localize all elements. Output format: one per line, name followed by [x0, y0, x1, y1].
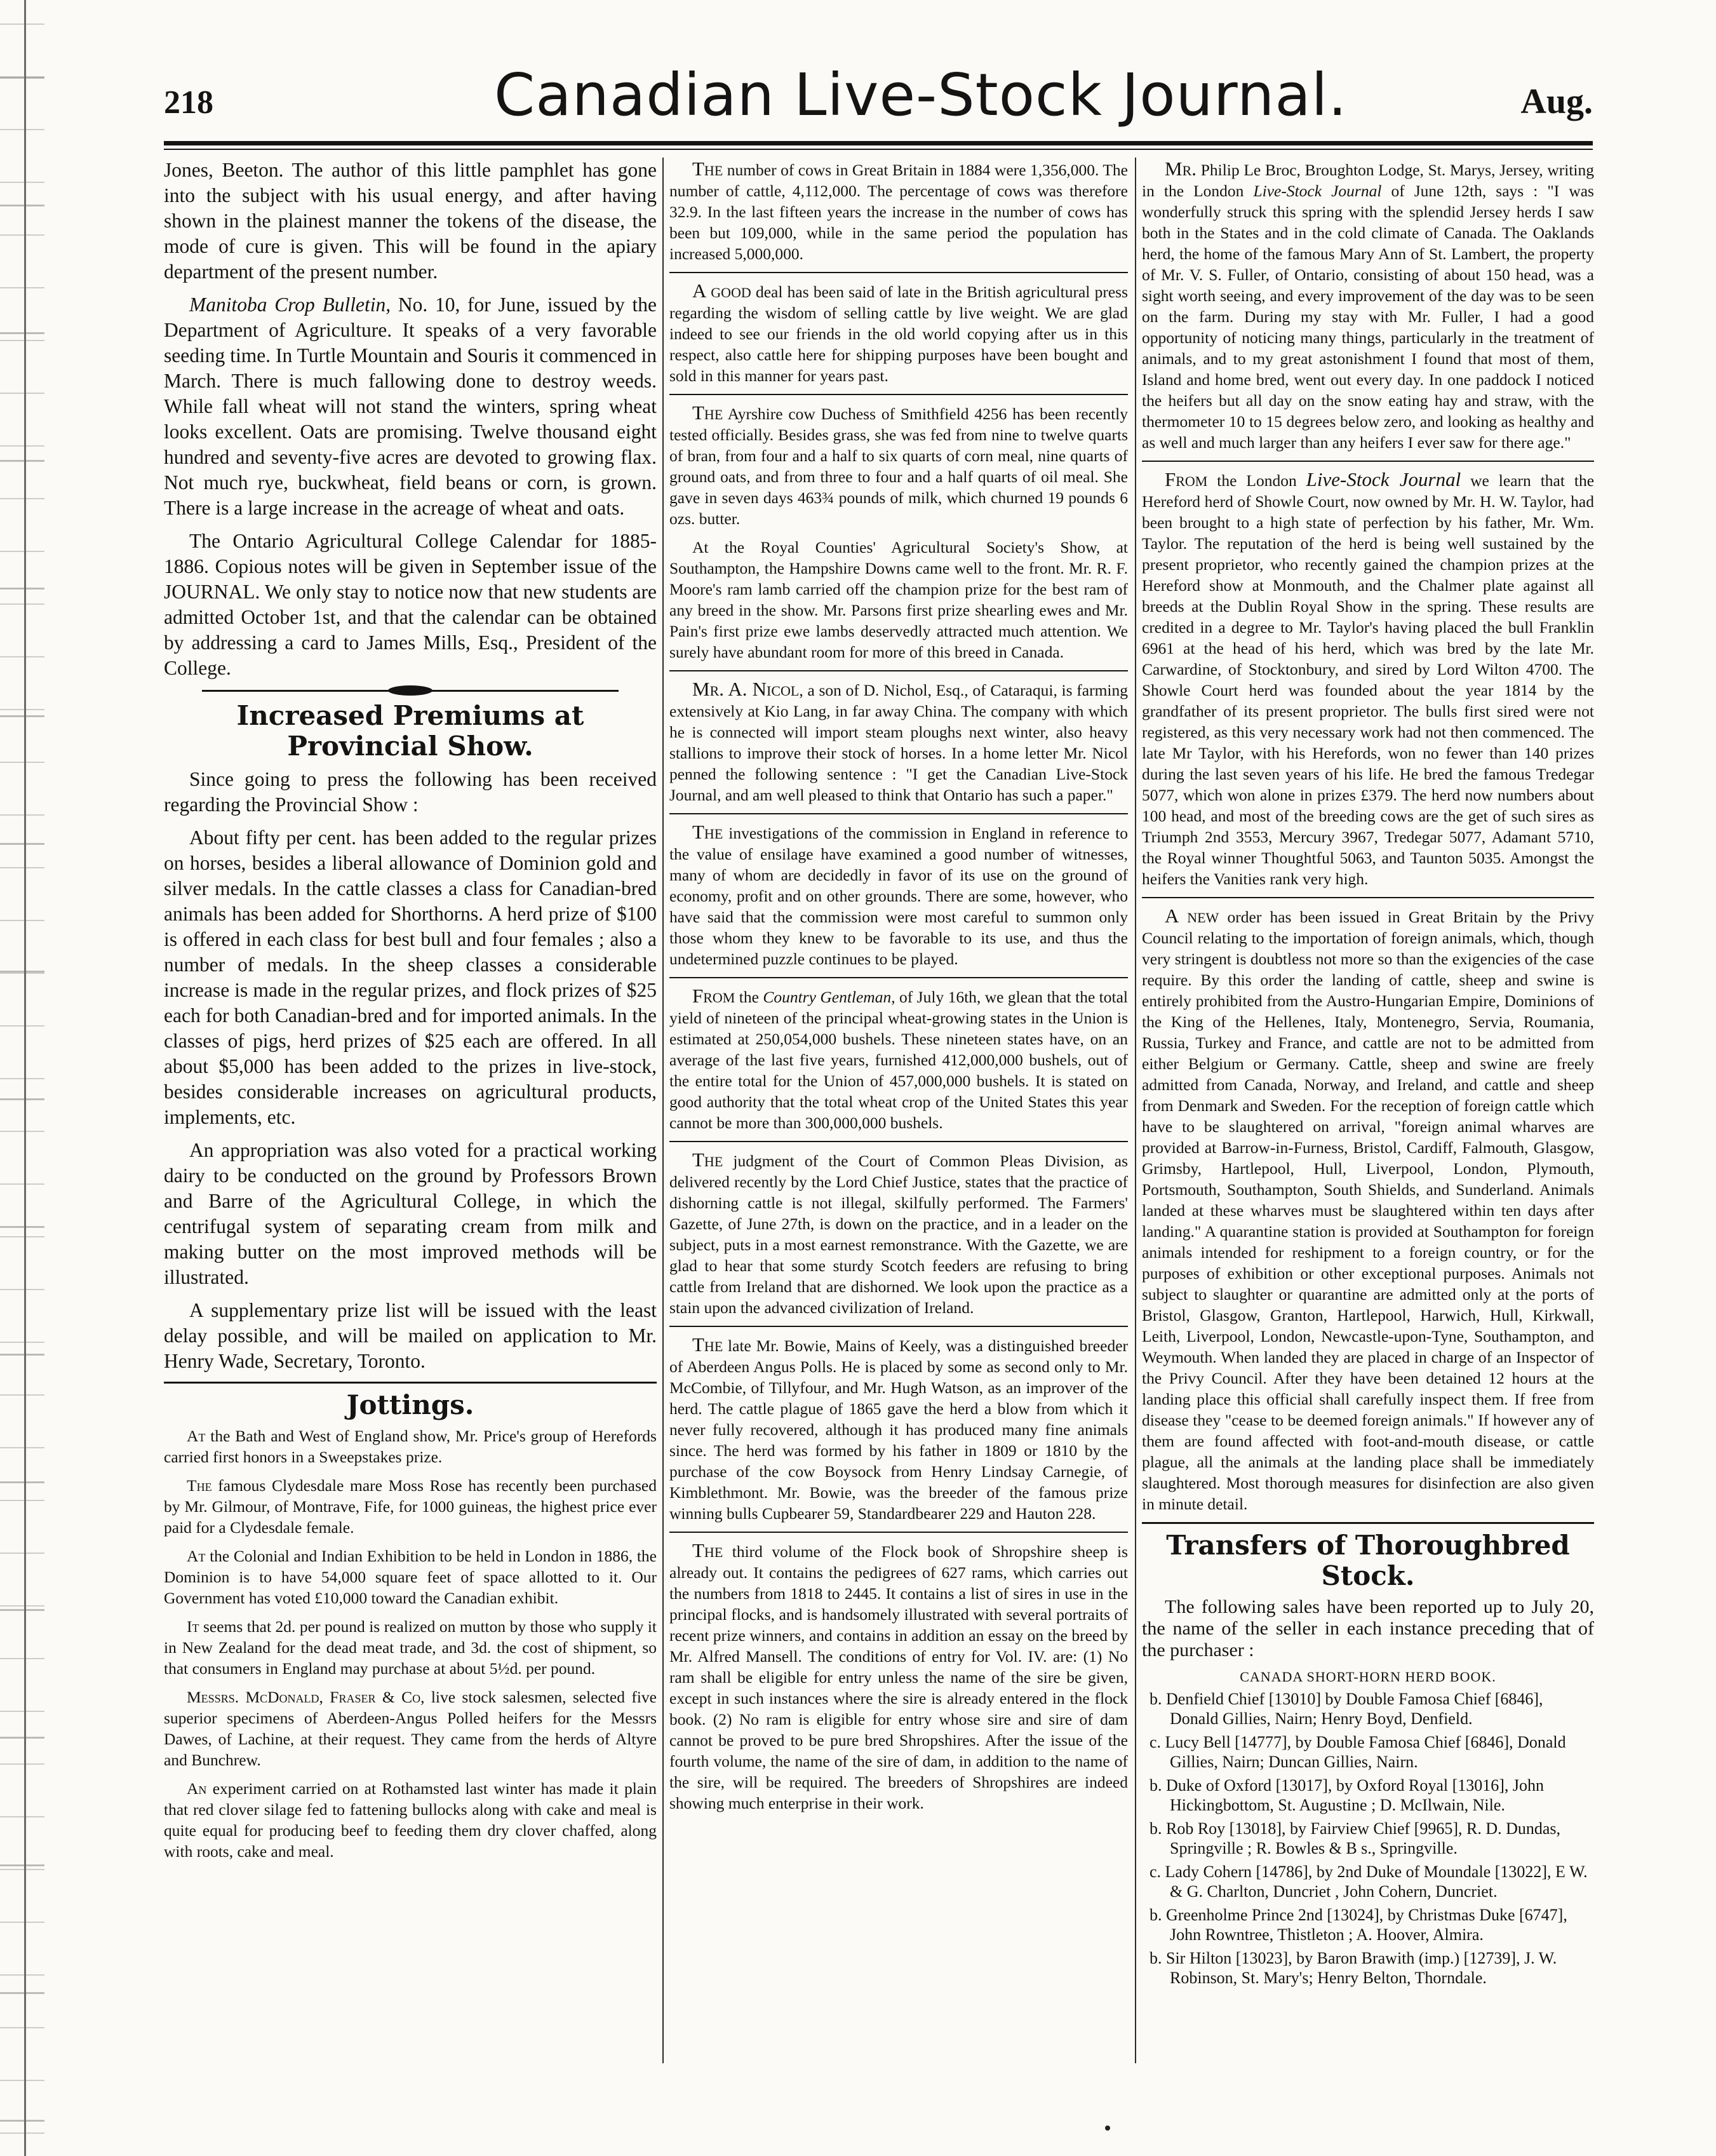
item-separator: [669, 813, 1128, 814]
page-number: 218: [164, 84, 213, 121]
scan-margin-speckle: [0, 0, 44, 2156]
news-item: [669, 1333, 1128, 1524]
paragraph-text: the Colonial and Indian Exhibition to be held in London in 1886, the Dominion is to have 54,000 square feet of space allotted to it. Our Government has voted £10,000 toward the Canadian exhibit.: [164, 1547, 657, 1607]
jotting-item: [164, 1475, 657, 1538]
transfer-entry: b. Denfield Chief [13010] by Double Famosa Chief [6846], Donald Gillies, Nairn; Henry Boyd, Denfield.: [1150, 1690, 1543, 1728]
news-item: [669, 401, 1128, 529]
lead-word: From: [1165, 468, 1208, 490]
paragraph-text: investigations of the commission in England in reference to the value of ensilage have examined a good number of witnesses, many of whom are decidedly in favor of its use on the ground of economy, profit and on other grounds. There are some, however, who have said that the commission were most careful to summon only those whom they knew to be favorable to its use, and thus the undetermined puzzle continues to be played.: [669, 824, 1128, 968]
page-header: [164, 61, 1593, 131]
section-heading-jottings: Jottings.: [346, 1389, 474, 1420]
header-rule-thin: [164, 149, 1593, 150]
jotting-item: [164, 1425, 657, 1467]
lead-word: Mr.: [1165, 158, 1197, 180]
section-separator: [202, 690, 619, 692]
publication-title: Live-Stock Journal: [1253, 182, 1382, 200]
item-separator: [669, 670, 1128, 671]
scan-margin-line: [24, 0, 26, 2156]
article-paragraph: Jones, Beeton. The author of this little pamphlet has gone into the subject with his usual energy, and after having shown in the plainest manner the tokens of the disease, the mode of cure is given. This will be found in the apiary department of the present number.: [164, 159, 657, 283]
news-item: [669, 158, 1128, 264]
lead-word: A new: [1165, 905, 1219, 927]
item-separator: [669, 1141, 1128, 1142]
column-2: [669, 158, 1128, 2095]
publication-title: Manitoba Crop Bulletin,: [189, 293, 391, 316]
paragraph-text: of June 12th, says : "I was wonderfully struck this spring with the splendid Jersey herds I saw both in the States and in the cold climate of Canada. The Oaklands herd, the home of the famous Mary Ann of St. Lambert, the property of Mr. V. S. Fuller, of Ontario, consisting of about 150 head, was a sight worth seeing, and every improvement of the day was to be seen on the farm. During my stay with Mr. Fuller, I had a good opportunity of noticing many things, particularly in the treatment of animals, and to my great astonishment I found that most of them, Island and home bred, went out every day. In one paddock I noticed the heifers but all day on the snow eating hay and straw, with the thermometer 10 to 15 degrees below zero, and looking as healthy and as well and much larger than any heifers I ever saw for there age.": [1142, 182, 1594, 452]
paragraph-text: , a son of D. Nichol, Esq., of Cataraqui, is farming extensively at Kio Lang, in far away China. The company with which he is connected will import steam ploughs next winter, also heavy stallions to improve their stock of horses. In a home letter Mr. Nicol penned the following sentence : "I get the Canadian Live-Stock Journal, and am well pleased to think that Ontario has such a paper.": [669, 681, 1128, 804]
column-3: [1142, 158, 1594, 2095]
lead-word: The: [692, 1333, 723, 1356]
jotting-item: [164, 1546, 657, 1608]
herd-book-subheading: CANADA SHORT-HORN HERD BOOK.: [1240, 1669, 1496, 1685]
paragraph-text: Philip Le Broc, Broughton Lodge, St. Marys, Jersey, writing in the London: [1142, 161, 1594, 200]
article-paragraph: [164, 292, 657, 521]
lead-word: At: [187, 1427, 206, 1445]
article-paragraph: An appropriation was also voted for a practical working dairy to be conducted on the ground by Professors Brown and Barre of the Agricultural College, in which the centrifugal system of separating cream from milk and making butter on the most improved methods will be illustrated.: [164, 1139, 657, 1288]
news-item: [1142, 468, 1594, 889]
lead-word: The: [187, 1476, 212, 1495]
transfer-entry: b. Duke of Oxford [13017], by Oxford Royal [13016], John Hickingbottom, St. Augustine ; D. McIlwain, Nile.: [1150, 1776, 1545, 1814]
item-separator: [669, 394, 1128, 395]
ink-spot: [1105, 2126, 1110, 2131]
section-separator: [1142, 1522, 1594, 1524]
news-item: [669, 821, 1128, 969]
news-item: At the Royal Counties' Agricultural Society's Show, at Southampton, the Hampshire Downs came well to the front. Mr. R. F. Moore's ram lamb carried off the champion prize for the best ram of any breed in the show. Mr. Parsons first prize shearling ewes and Mr. Pain's first prize ewe lambs deservedly attracted much attention. We surely have abundant room for more of this breed in Canada.: [669, 538, 1128, 661]
jotting-item: [164, 1687, 657, 1770]
jotting-item: [164, 1778, 657, 1862]
news-item: [669, 985, 1128, 1133]
lead-word: The: [692, 158, 723, 180]
paragraph-text: deal has been said of late in the British agricultural press regarding the wisdom of selling cattle by live weight. We are glad indeed to see our friends in the old world copying after us in this respect, also cattle here for shipping purposes have been bought and sold in this manner for years past.: [669, 283, 1128, 385]
item-separator: [1142, 461, 1594, 462]
lead-word: The: [692, 1149, 723, 1171]
lead-word: The: [692, 1539, 723, 1561]
paragraph-text: experiment carried on at Rothamsted last winter has made it plain that red clover silage fed to fattening bullocks along with cake and meal is quite equal for producing beef to feeding them dry clover chaffed, along with roots, cake and meal.: [164, 1779, 657, 1861]
journal-title: Canadian Live-Stock Journal.: [494, 61, 1348, 129]
article-paragraph: About fifty per cent. has been added to the regular prizes on horses, besides a liberal allowance of Dominion gold and silver medals. In the cattle classes a class for Canadian-bred animals has been added for Shorthorns. A herd prize of $100 is offered in each class for best bull and four females ; also a number of medals. In the sheep classes a considerable increase is made in the regular prizes, and flock prizes of $25 each for both Canadian-bred and for imported animals. In the classes of pigs, herd prizes of $25 each are offered. In all about $5,000 has been added to the prizes in live-stock, besides considerable increases on agricultural products, implements, etc.: [164, 826, 657, 1128]
column-1: [164, 158, 657, 2076]
paragraph-text: , live stock salesmen, selected five superior specimens of Aberdeen-Angus Polled heifers for the Messrs Dawes, of Lachine, at their request. They came from the herds of Altyre and Bunchrew.: [164, 1688, 657, 1769]
publication-title: Live-Stock Journal: [1306, 468, 1461, 490]
paragraph-text: late Mr. Bowie, Mains of Keely, was a distinguished breeder of Aberdeen Angus Polls. He is placed by some as second only to Mr. McCombie, of Tillyfour, and Mr. Hugh Watson, as an improver of the herd. The cattle plague of 1865 gave the herd a blow from which it never fully recovered, although it has produced many fine animals since. The herd was formed by his father in 1809 or 1810 by the purchase of the cow Boysock from Henry Lindsay Carnegie, of Kimblethmont. Mr. Bowie, was the breeder of the famous prize winning bulls Cupbearer 59, Standardbearer 229 and Hauton 228.: [669, 1337, 1128, 1523]
paragraph-text: judgment of the Court of Common Pleas Division, as delivered recently by the Lord Chief Justice, states that the practice of dishorning cattle is not illegal, skilfully performed. The Farmers' Gazette, of June 27th, is down on the practice, and in a leader on the subject, puts in a most earnest remonstrance. With the Gazette, we are glad to hear that some sturdy Scotch feeders are refusing to bring cattle from Ireland that are dishorned. We look upon the practice as a stain upon the advanced civilization of Ireland.: [669, 1152, 1128, 1317]
paragraph-text: order has been issued in Great Britain by the Privy Council relating to the importation of foreign animals, which, though very stringent is doubtless not more so than the exigencies of the case require. By this order the landing of cattle, sheep and swine is entirely prohibited from the Austro-Hungarian Empire, Dominions of the King of the Hellenes, Italy, Montenegro, Servia, Roumania, Russia, Turkey and France, and cattle are not to be admitted from either Belgium or Germany. Cattle, sheep and swine are freely admitted from Canada, Norway, and Ireland, and cattle and sheep from Denmark and Sweden. For the reception of foreign cattle which have to be slaughtered on arrival, "foreign animal wharves are provided at Barrow-in-Furness, Bristol, Cardiff, Falmouth, Glasgow, Grimsby, Hartlepool, Hull, Liverpool, London, Plymouth, Portsmouth, Southampton, South Shields, and Sunderland. Animals landed at these wharves must be slaughtered within ten days after landing." A quarantine station is provided at Southampton for foreign animals intended for reshipment to a foreign country, or for the purposes of exhibition or other exceptional purposes. Animals not subject to slaughter or quarantine are admitted only at the ports of Bristol, Glasgow, Granton, Hartlepool, Harwich, Hull, Kirkwall, Leith, Liverpool, London, Newcastle-upon-Tyne, Southampton, and Weymouth. When landed they are placed in charge of an Inspector of the Privy Council. After they have been detained 12 hours at the landing place this official shall carefully inspect them. If free from disease they "cease to be deemed foreign animals." If however any of them are found affected with foot-and-mouth disease, or cattle plague, all the animals at the landing place shall be immediately slaughtered. Most thorough measures for disinfection are also given in minute detail.: [1142, 908, 1594, 1513]
paragraph-text: of July 16th, we glean that the total yield of nineteen of the principal wheat-growing states in the Union is estimated at 250,054,000 bushels. These nineteen states have, on an average of the last five years, furnished 412,000,000 bushels, out of the entire total for the Union of 457,000,000 bushels. It is stated on good authority that the total wheat crop of the United States this year cannot be more than 300,000,000 bushels.: [669, 988, 1128, 1132]
news-item: [669, 1539, 1128, 1814]
lead-word: A good: [692, 280, 751, 302]
news-item: [1142, 158, 1594, 453]
column-divider-2: [1135, 158, 1136, 2063]
lead-word: It: [187, 1617, 199, 1636]
paragraph-text: Ayrshire cow Duchess of Smithfield 4256 has been recently tested officially. Besides grass, she was fed from nine to twelve quarts of bran, from four and a half to six quarts of corn meal, nine quarts of ground oats, and from three to four and a half quarts of oil meal. She gave in seven days 463¾ pounds of milk, which churned 19 pounds 6 ozs. butter.: [669, 405, 1128, 528]
paragraph-text: No. 10, for June, issued by the Department of Agriculture. It speaks of a very favorable seeding time. In Turtle Mountain and Souris it commenced in March. There is much fallowing done to destroy weeds. While fall wheat will not stand the winters, spring wheat looks excellent. Oats are promising. Twelve thousand eight hundred and seventy-five acres are devoted to growing flax. Not much rye, buckwheat, field beans or corn, is grown. There is a large increase in the acreage of wheat and oats.: [164, 293, 657, 519]
article-paragraph: A supplementary prize list will be issued with the least delay possible, and will be mailed on application to Mr. Henry Wade, Secretary, Toronto.: [164, 1299, 657, 1372]
paragraph-text: famous Clydesdale mare Moss Rose has recently been purchased by Mr. Gilmour, of Montrave, Fife, for 1000 guineas, the highest price ever paid for a Clydesdale female.: [164, 1476, 657, 1537]
article-paragraph: The Ontario Agricultural College Calendar for 1885-1886. Copious notes will be given in September issue of the JOURNAL. We only stay to notice now that new students are admitted October 1st, and that the calendar can be obtained by addressing a card to James Mills, Esq., President of the College.: [164, 530, 657, 679]
lead-word: At: [187, 1547, 206, 1565]
section-heading-transfers: Transfers of Thoroughbred Stock.: [1166, 1530, 1570, 1591]
issue-month: Aug.: [1520, 82, 1593, 121]
news-item: [669, 678, 1128, 805]
news-item: [1142, 905, 1594, 1514]
section-separator: [164, 1382, 657, 1384]
lead-word: Messrs. McDonald, Fraser & Co: [187, 1688, 421, 1706]
item-separator: [1142, 897, 1594, 898]
news-item: [669, 1149, 1128, 1318]
transfer-entry: c. Lucy Bell [14777], by Double Famosa Chief [6846], Donald Gillies, Nairn; Duncan Gillies, Nairn.: [1150, 1733, 1566, 1771]
transfer-entry: b. Sir Hilton [13023], by Baron Brawith (imp.) [12739], J. W. Robinson, St. Mary's; Henry Belton, Thorndale.: [1150, 1949, 1557, 1987]
transfers-list: [1142, 1689, 1594, 1988]
paragraph-text: we learn that the Hereford herd of Showle Court, now owned by Mr. H. W. Taylor, had been brought to a high state of perfection by his father, Mr. Wm. Taylor. The reputation of the herd is being well sustained by the present proprietor, who recently gained the champion prizes at the Hereford show at Monmouth, and the Chalmer plate against all breeds at the Dublin Royal Show in the spring. These results are credited in a degree to Mr. Taylor's having placed the bull Franklin 6961 at the head of his herd, which was bred by the late Mr. Carwardine, of Stocktonbury, and sired by Lord Wilton 4700. The Showle Court herd was founded about the year 1814 by the grandfather of its present proprietor. The bulls first sired were not registered, as this very necessary work had not then commenced. The late Mr Taylor, with his Herefords, won no fewer than 140 prizes during the last seven years of his life. He bred the famous Tredegar 5077, which won alone in prizes £379. The herd now numbers about 100 head, and most of the breeding cows are the get of such sires as Triumph 2nd 3553, Mercury 3967, Tredegar 5077, Adamant 5710, the Royal winner Thoughtful 5063, and Taunton 5035. Amongst the heifers the Vanities rank very high.: [1142, 471, 1594, 888]
paragraph-text: seems that 2d. per pound is realized on mutton by those who supply it in New Zealand for the dead meat trade, and 3d. the cost of shipment, so that consumers in England may purchase at about 5½d. per pound.: [164, 1617, 657, 1678]
paragraph-text: number of cows in Great Britain in 1884 were 1,356,000. The number of cattle, 4,112,000. The percentage of cows was therefore 32.9. In the last fifteen years the increase in the number of cows has been but 109,000, while in the same period the population has increased 5,000,000.: [669, 161, 1128, 263]
article-paragraph: Since going to press the following has been received regarding the Provincial Show :: [164, 768, 657, 816]
news-item: [669, 280, 1128, 386]
lead-word: The: [692, 821, 723, 843]
lead-word: Mr. A. Nicol: [692, 678, 800, 700]
section-heading-premiums: Increased Premiums at Provincial Show.: [236, 700, 584, 762]
item-separator: [669, 272, 1128, 273]
jotting-item: [164, 1616, 657, 1679]
transfer-entry: b. Rob Roy [13018], by Fairview Chief [9965], R. D. Dundas, Springville ; R. Bowles & B s., Springville.: [1150, 1819, 1561, 1857]
item-separator: [669, 1532, 1128, 1533]
header-rule-thick: [164, 141, 1593, 145]
publication-title: Country Gentleman,: [763, 988, 895, 1006]
paragraph-text: third volume of the Flock book of Shropshire sheep is already out. It contains the pedigrees of 627 rams, which carries out the numbers from 1818 to 2445. It contains a list of sires in use in the principal flocks, and is handsomely illustrated with several portraits of recent prize winners, and contains in addition an essay on the breed by Mr. Alfred Mansell. The conditions of entry for Vol. IV. are: (1) No ram shall be eligible for entry unless the name of the sire be given, except in such instances where the sire is already entered in the flock book. (2) No ram is eligible for entry whose sire and sire of dam cannot be proved to be pure bred Shropshires. After the issue of the fourth volume, the name of the sire of dam, in addition to the name of the sire, will be required. The breeders of Shropshires are indeed showing much enterprise in their work.: [669, 1542, 1128, 1812]
item-separator: [669, 977, 1128, 978]
paragraph-text: the London: [1207, 471, 1306, 490]
transfer-entry: c. Lady Cohern [14786], by 2nd Duke of Moundale [13022], E W. & G. Charlton, Duncriet , John Cohern, Duncriet.: [1150, 1863, 1588, 1901]
lead-word: An: [187, 1779, 207, 1798]
transfers-intro: The following sales have been reported up to July 20, the name of the seller in each instance preceding that of the purchaser :: [1142, 1596, 1594, 1661]
item-separator: [669, 1326, 1128, 1327]
paragraph-text: the: [735, 988, 763, 1006]
lead-word: From: [692, 985, 735, 1007]
paragraph-text: the Bath and West of England show, Mr. Price's group of Herefords carried first honors in a Sweepstakes prize.: [164, 1427, 657, 1466]
column-divider-1: [662, 158, 664, 2063]
lead-word: The: [692, 401, 723, 424]
transfer-entry: b. Greenholme Prince 2nd [13024], by Christmas Duke [6747], John Rowntree, Thistleton ; A. Hoover, Almira.: [1150, 1906, 1567, 1944]
